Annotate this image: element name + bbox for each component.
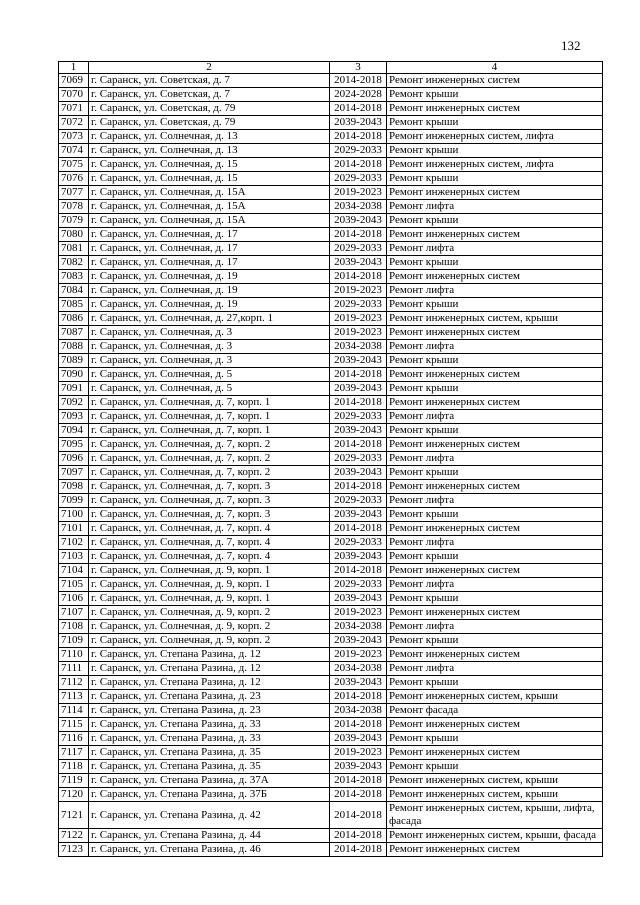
row-address: г. Саранск, ул. Степана Разина, д. 33: [89, 732, 330, 746]
page-number: 132: [561, 38, 581, 53]
table-row: [59, 774, 603, 788]
row-number: 7123: [59, 843, 89, 857]
row-address: г. Саранск, ул. Солнечная, д. 3: [89, 326, 330, 340]
row-number: 7107: [59, 606, 89, 620]
table-row: [59, 704, 603, 718]
table-row: [59, 843, 603, 857]
row-period: 2039-2043: [330, 424, 387, 438]
table-row: [59, 396, 603, 410]
row-number: 7106: [59, 592, 89, 606]
row-work: Ремонт крыши: [387, 550, 603, 564]
row-period: 2029-2033: [330, 536, 387, 550]
table-row: [59, 438, 603, 452]
row-address: г. Саранск, ул. Степана Разина, д. 37А: [89, 774, 330, 788]
row-work: Ремонт лифта: [387, 578, 603, 592]
row-number: 7076: [59, 172, 89, 186]
row-period: 2039-2043: [330, 466, 387, 480]
row-number: 7095: [59, 438, 89, 452]
row-period: 2014-2018: [330, 522, 387, 536]
row-address: г. Саранск, ул. Советская, д. 7: [89, 88, 330, 102]
column-header: 2: [89, 62, 330, 74]
row-work: Ремонт крыши: [387, 732, 603, 746]
row-address: г. Саранск, ул. Солнечная, д. 15А: [89, 200, 330, 214]
row-period: 2034-2038: [330, 620, 387, 634]
row-period: 2039-2043: [330, 354, 387, 368]
row-number: 7084: [59, 284, 89, 298]
row-work: Ремонт инженерных систем: [387, 186, 603, 200]
row-period: 2014-2018: [330, 480, 387, 494]
row-work: Ремонт крыши: [387, 172, 603, 186]
row-number: 7092: [59, 396, 89, 410]
row-number: 7085: [59, 298, 89, 312]
row-work: Ремонт инженерных систем: [387, 718, 603, 732]
row-address: г. Саранск, ул. Степана Разина, д. 44: [89, 829, 330, 843]
row-number: 7099: [59, 494, 89, 508]
row-address: г. Саранск, ул. Солнечная, д. 7, корп. 3: [89, 480, 330, 494]
table-row: [59, 354, 603, 368]
row-number: 7110: [59, 648, 89, 662]
row-work: Ремонт инженерных систем, крыши, фасада: [387, 829, 603, 843]
row-address: г. Саранск, ул. Советская, д. 79: [89, 116, 330, 130]
row-period: 2039-2043: [330, 676, 387, 690]
table-row: [59, 746, 603, 760]
row-period: 2034-2038: [330, 662, 387, 676]
row-period: 2019-2023: [330, 648, 387, 662]
table-row: [59, 116, 603, 130]
row-address: г. Саранск, ул. Степана Разина, д. 35: [89, 746, 330, 760]
row-period: 2029-2033: [330, 242, 387, 256]
row-work: Ремонт инженерных систем: [387, 368, 603, 382]
row-number: 7086: [59, 312, 89, 326]
row-number: 7098: [59, 480, 89, 494]
row-work: Ремонт инженерных систем, крыши: [387, 788, 603, 802]
table-row: [59, 732, 603, 746]
row-period: 2014-2018: [330, 74, 387, 88]
row-work: Ремонт инженерных систем: [387, 438, 603, 452]
row-address: г. Саранск, ул. Солнечная, д. 7, корп. 2: [89, 466, 330, 480]
row-number: 7112: [59, 676, 89, 690]
row-number: 7100: [59, 508, 89, 522]
table-row: [59, 256, 603, 270]
column-header: 1: [59, 62, 89, 74]
row-work: Ремонт крыши: [387, 382, 603, 396]
row-number: 7088: [59, 340, 89, 354]
row-period: 2024-2028: [330, 88, 387, 102]
row-period: 2019-2023: [330, 186, 387, 200]
row-address: г. Саранск, ул. Солнечная, д. 7, корп. 4: [89, 550, 330, 564]
row-period: 2029-2033: [330, 578, 387, 592]
row-work: Ремонт лифта: [387, 536, 603, 550]
table-row: [59, 676, 603, 690]
table-row: [59, 298, 603, 312]
row-work: Ремонт инженерных систем, крыши: [387, 774, 603, 788]
row-number: 7071: [59, 102, 89, 116]
row-period: 2014-2018: [330, 802, 387, 829]
row-work: Ремонт инженерных систем: [387, 746, 603, 760]
row-number: 7087: [59, 326, 89, 340]
row-work: Ремонт лифта: [387, 284, 603, 298]
row-address: г. Саранск, ул. Степана Разина, д. 23: [89, 690, 330, 704]
row-work: Ремонт крыши: [387, 676, 603, 690]
row-period: 2019-2023: [330, 326, 387, 340]
row-address: г. Саранск, ул. Степана Разина, д. 42: [89, 802, 330, 829]
row-address: г. Саранск, ул. Солнечная, д. 19: [89, 270, 330, 284]
row-period: 2014-2018: [330, 368, 387, 382]
row-work: Ремонт инженерных систем, крыши, лифта, фасада: [387, 802, 603, 829]
row-work: Ремонт лифта: [387, 494, 603, 508]
row-period: 2039-2043: [330, 508, 387, 522]
table-row: [59, 578, 603, 592]
column-header: 3: [330, 62, 387, 74]
row-period: 2019-2023: [330, 284, 387, 298]
row-number: 7122: [59, 829, 89, 843]
row-work: Ремонт инженерных систем: [387, 74, 603, 88]
row-period: 2014-2018: [330, 690, 387, 704]
row-number: 7105: [59, 578, 89, 592]
row-address: г. Саранск, ул. Солнечная, д. 17: [89, 256, 330, 270]
row-period: 2039-2043: [330, 116, 387, 130]
table-row: [59, 466, 603, 480]
row-number: 7101: [59, 522, 89, 536]
table-row: [59, 690, 603, 704]
row-period: 2014-2018: [330, 829, 387, 843]
row-period: 2019-2023: [330, 312, 387, 326]
row-address: г. Саранск, ул. Солнечная, д. 27,корп. 1: [89, 312, 330, 326]
row-period: 2029-2033: [330, 172, 387, 186]
table-row: [59, 186, 603, 200]
row-work: Ремонт инженерных систем: [387, 326, 603, 340]
table-row: [59, 424, 603, 438]
row-address: г. Саранск, ул. Степана Разина, д. 35: [89, 760, 330, 774]
row-address: г. Саранск, ул. Степана Разина, д. 23: [89, 704, 330, 718]
row-work: Ремонт инженерных систем: [387, 102, 603, 116]
row-period: 2029-2033: [330, 144, 387, 158]
row-work: Ремонт инженерных систем: [387, 843, 603, 857]
row-address: г. Саранск, ул. Солнечная, д. 7, корп. 3: [89, 508, 330, 522]
row-period: 2014-2018: [330, 396, 387, 410]
row-number: 7074: [59, 144, 89, 158]
row-work: Ремонт инженерных систем: [387, 270, 603, 284]
row-work: Ремонт крыши: [387, 508, 603, 522]
row-number: 7119: [59, 774, 89, 788]
row-address: г. Саранск, ул. Солнечная, д. 9, корп. 1: [89, 578, 330, 592]
row-number: 7089: [59, 354, 89, 368]
row-number: 7070: [59, 88, 89, 102]
table-row: [59, 158, 603, 172]
table-row: [59, 74, 603, 88]
table-row: [59, 200, 603, 214]
row-number: 7120: [59, 788, 89, 802]
table-row: [59, 410, 603, 424]
table-row: [59, 829, 603, 843]
row-number: 7111: [59, 662, 89, 676]
row-work: Ремонт лифта: [387, 452, 603, 466]
row-number: 7113: [59, 690, 89, 704]
row-number: 7075: [59, 158, 89, 172]
row-work: Ремонт фасада: [387, 704, 603, 718]
row-address: г. Саранск, ул. Солнечная, д. 15А: [89, 186, 330, 200]
row-address: г. Саранск, ул. Солнечная, д. 19: [89, 284, 330, 298]
row-number: 7103: [59, 550, 89, 564]
row-address: г. Саранск, ул. Солнечная, д. 17: [89, 242, 330, 256]
row-address: г. Саранск, ул. Советская, д. 79: [89, 102, 330, 116]
row-period: 2014-2018: [330, 564, 387, 578]
row-address: г. Саранск, ул. Степана Разина, д. 12: [89, 648, 330, 662]
table-row: [59, 788, 603, 802]
row-address: г. Саранск, ул. Солнечная, д. 9, корп. 2: [89, 634, 330, 648]
row-period: 2034-2038: [330, 704, 387, 718]
row-period: 2039-2043: [330, 592, 387, 606]
row-number: 7072: [59, 116, 89, 130]
row-work: Ремонт инженерных систем: [387, 606, 603, 620]
row-work: Ремонт инженерных систем: [387, 396, 603, 410]
row-number: 7080: [59, 228, 89, 242]
row-work: Ремонт крыши: [387, 592, 603, 606]
row-address: г. Саранск, ул. Солнечная, д. 13: [89, 130, 330, 144]
row-number: 7121: [59, 802, 89, 829]
table-row: [59, 508, 603, 522]
table-row: [59, 480, 603, 494]
table-row: [59, 760, 603, 774]
row-period: 2014-2018: [330, 788, 387, 802]
row-address: г. Саранск, ул. Солнечная, д. 19: [89, 298, 330, 312]
row-number: 7093: [59, 410, 89, 424]
row-work: Ремонт лифта: [387, 410, 603, 424]
repair-schedule-table: [58, 61, 603, 857]
row-number: 7118: [59, 760, 89, 774]
row-work: Ремонт лифта: [387, 340, 603, 354]
row-period: 2014-2018: [330, 774, 387, 788]
table-row: [59, 662, 603, 676]
table-row: [59, 592, 603, 606]
row-work: Ремонт инженерных систем: [387, 648, 603, 662]
row-address: г. Саранск, ул. Степана Разина, д. 46: [89, 843, 330, 857]
row-period: 2019-2023: [330, 606, 387, 620]
row-work: Ремонт крыши: [387, 466, 603, 480]
column-header: 4: [387, 62, 603, 74]
table-row: [59, 452, 603, 466]
table-row: [59, 172, 603, 186]
row-number: 7102: [59, 536, 89, 550]
row-work: Ремонт крыши: [387, 144, 603, 158]
row-period: 2014-2018: [330, 228, 387, 242]
table-row: [59, 620, 603, 634]
row-number: 7082: [59, 256, 89, 270]
row-number: 7079: [59, 214, 89, 228]
row-period: 2039-2043: [330, 760, 387, 774]
row-address: г. Саранск, ул. Степана Разина, д. 12: [89, 662, 330, 676]
table-row: [59, 802, 603, 829]
table-row: [59, 144, 603, 158]
row-address: г. Саранск, ул. Солнечная, д. 15А: [89, 214, 330, 228]
table-row: [59, 242, 603, 256]
table-row: [59, 564, 603, 578]
row-period: 2039-2043: [330, 634, 387, 648]
row-address: г. Саранск, ул. Солнечная, д. 7, корп. 4: [89, 536, 330, 550]
row-work: Ремонт лифта: [387, 620, 603, 634]
table-row: [59, 606, 603, 620]
row-number: 7117: [59, 746, 89, 760]
row-address: г. Саранск, ул. Солнечная, д. 7, корп. 1: [89, 396, 330, 410]
table-row: [59, 494, 603, 508]
row-work: Ремонт инженерных систем: [387, 522, 603, 536]
table-row: [59, 550, 603, 564]
row-work: Ремонт крыши: [387, 116, 603, 130]
row-address: г. Саранск, ул. Степана Разина, д. 12: [89, 676, 330, 690]
row-number: 7090: [59, 368, 89, 382]
row-number: 7115: [59, 718, 89, 732]
row-period: 2039-2043: [330, 214, 387, 228]
row-work: Ремонт лифта: [387, 662, 603, 676]
row-address: г. Саранск, ул. Солнечная, д. 9, корп. 2: [89, 620, 330, 634]
row-address: г. Саранск, ул. Солнечная, д. 3: [89, 340, 330, 354]
row-number: 7116: [59, 732, 89, 746]
row-period: 2039-2043: [330, 732, 387, 746]
row-address: г. Саранск, ул. Солнечная, д. 5: [89, 368, 330, 382]
row-number: 7094: [59, 424, 89, 438]
table-row: [59, 536, 603, 550]
row-address: г. Саранск, ул. Солнечная, д. 13: [89, 144, 330, 158]
table-row: [59, 214, 603, 228]
row-address: г. Саранск, ул. Степана Разина, д. 37Б: [89, 788, 330, 802]
row-number: 7108: [59, 620, 89, 634]
row-address: г. Саранск, ул. Солнечная, д. 7, корп. 1: [89, 424, 330, 438]
table-row: [59, 284, 603, 298]
row-address: г. Саранск, ул. Солнечная, д. 7, корп. 3: [89, 494, 330, 508]
row-address: г. Саранск, ул. Солнечная, д. 7, корп. 1: [89, 410, 330, 424]
row-period: 2014-2018: [330, 102, 387, 116]
row-period: 2039-2043: [330, 256, 387, 270]
row-period: 2014-2018: [330, 438, 387, 452]
row-period: 2034-2038: [330, 200, 387, 214]
row-period: 2029-2033: [330, 452, 387, 466]
row-period: 2014-2018: [330, 843, 387, 857]
row-number: 7097: [59, 466, 89, 480]
row-period: 2019-2023: [330, 746, 387, 760]
row-number: 7109: [59, 634, 89, 648]
row-period: 2029-2033: [330, 494, 387, 508]
table-row: [59, 312, 603, 326]
row-work: Ремонт инженерных систем, крыши: [387, 312, 603, 326]
row-period: 2034-2038: [330, 340, 387, 354]
table-row: [59, 634, 603, 648]
row-work: Ремонт инженерных систем, крыши: [387, 690, 603, 704]
table-row: [59, 368, 603, 382]
row-address: г. Саранск, ул. Степана Разина, д. 33: [89, 718, 330, 732]
row-work: Ремонт крыши: [387, 298, 603, 312]
row-address: г. Саранск, ул. Советская, д. 7: [89, 74, 330, 88]
row-address: г. Саранск, ул. Солнечная, д. 5: [89, 382, 330, 396]
row-address: г. Саранск, ул. Солнечная, д. 9, корп. 2: [89, 606, 330, 620]
row-number: 7083: [59, 270, 89, 284]
table-row: [59, 102, 603, 116]
header-row: [59, 62, 603, 74]
row-address: г. Саранск, ул. Солнечная, д. 15: [89, 172, 330, 186]
table-row: [59, 718, 603, 732]
row-work: Ремонт крыши: [387, 354, 603, 368]
row-work: Ремонт крыши: [387, 424, 603, 438]
row-number: 7077: [59, 186, 89, 200]
row-work: Ремонт крыши: [387, 634, 603, 648]
row-number: 7073: [59, 130, 89, 144]
row-period: 2014-2018: [330, 130, 387, 144]
row-address: г. Саранск, ул. Солнечная, д. 15: [89, 158, 330, 172]
row-work: Ремонт инженерных систем: [387, 480, 603, 494]
row-period: 2014-2018: [330, 270, 387, 284]
row-address: г. Саранск, ул. Солнечная, д. 7, корп. 2: [89, 452, 330, 466]
row-address: г. Саранск, ул. Солнечная, д. 9, корп. 1: [89, 592, 330, 606]
table-row: [59, 270, 603, 284]
table-row: [59, 382, 603, 396]
table-row: [59, 326, 603, 340]
row-number: 7091: [59, 382, 89, 396]
row-address: г. Саранск, ул. Солнечная, д. 3: [89, 354, 330, 368]
row-period: 2014-2018: [330, 718, 387, 732]
row-number: 7078: [59, 200, 89, 214]
row-address: г. Саранск, ул. Солнечная, д. 9, корп. 1: [89, 564, 330, 578]
table-row: [59, 130, 603, 144]
row-number: 7114: [59, 704, 89, 718]
row-period: 2029-2033: [330, 410, 387, 424]
row-work: Ремонт крыши: [387, 88, 603, 102]
row-work: Ремонт крыши: [387, 214, 603, 228]
row-number: 7081: [59, 242, 89, 256]
row-period: 2039-2043: [330, 550, 387, 564]
row-address: г. Саранск, ул. Солнечная, д. 7, корп. 4: [89, 522, 330, 536]
row-work: Ремонт лифта: [387, 242, 603, 256]
table-row: [59, 88, 603, 102]
row-work: Ремонт инженерных систем, лифта: [387, 158, 603, 172]
table-row: [59, 340, 603, 354]
row-number: 7069: [59, 74, 89, 88]
table-row: [59, 648, 603, 662]
row-work: Ремонт крыши: [387, 760, 603, 774]
row-work: Ремонт инженерных систем, лифта: [387, 130, 603, 144]
row-work: Ремонт инженерных систем: [387, 228, 603, 242]
table-row: [59, 522, 603, 536]
row-number: 7104: [59, 564, 89, 578]
row-work: Ремонт лифта: [387, 200, 603, 214]
row-work: Ремонт крыши: [387, 256, 603, 270]
row-address: г. Саранск, ул. Солнечная, д. 7, корп. 2: [89, 438, 330, 452]
row-address: г. Саранск, ул. Солнечная, д. 17: [89, 228, 330, 242]
row-number: 7096: [59, 452, 89, 466]
row-period: 2014-2018: [330, 158, 387, 172]
row-work: Ремонт инженерных систем: [387, 564, 603, 578]
row-period: 2039-2043: [330, 382, 387, 396]
row-period: 2029-2033: [330, 298, 387, 312]
table-row: [59, 228, 603, 242]
